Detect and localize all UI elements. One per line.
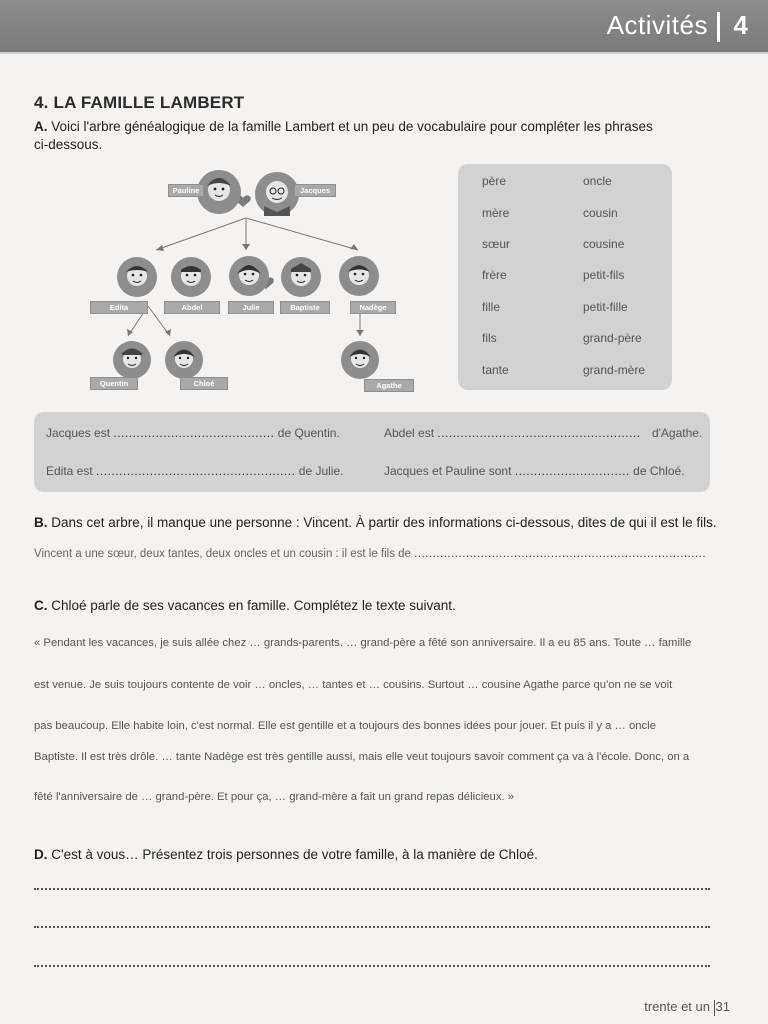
paragraph-line: pas beaucoup. Elle habite loin, c'est normal. Elle est gentille et a toujours des bonnes idées pour jouer. Et puis il y a … oncle: [34, 720, 656, 732]
tree-label-chloe: Chloé: [180, 377, 228, 390]
tree-label-agathe: Agathe: [364, 379, 414, 392]
instruction-b-text: Dans cet arbre, il manque une personne : Vincent. À partir des informations ci-dessous, dites de qui il est le fils.: [51, 515, 717, 530]
tree-label-jacques: Jacques: [294, 184, 336, 197]
instruction-b: [34, 514, 724, 532]
tree-label-julie: Julie: [228, 301, 274, 314]
page-number: 31: [715, 999, 730, 1014]
tree-label-nadege: Nadège: [350, 301, 396, 314]
sentence-2-start: Abdel est: [384, 426, 435, 440]
vocab-word: frère: [482, 268, 507, 282]
exercise-title: 4. LA FAMILLE LAMBERT: [34, 93, 245, 112]
sentence-4-end: de Chloé.: [633, 464, 685, 478]
tree-label-baptiste: Baptiste: [280, 301, 330, 314]
vocab-word: fils: [482, 331, 497, 345]
writing-line[interactable]: [34, 926, 710, 928]
instruction-d: [34, 846, 724, 864]
chapter-number: 4: [733, 10, 748, 40]
vocab-word: tante: [482, 363, 509, 377]
sentence-1-end: de Quentin.: [277, 426, 340, 440]
vocabulary-box: [458, 164, 672, 390]
blank-4[interactable]: ..............................: [514, 464, 630, 478]
paragraph-line: est venue. Je suis toujours contente de voir … oncles, … tantes et … cousins. Surtout … cousine Agathe parce qu'on ne se voit: [34, 679, 673, 691]
vocab-word: grand-père: [583, 331, 642, 345]
label-d: D.: [34, 847, 48, 862]
sentence-3-start: Edita est: [46, 464, 93, 478]
label-b: B.: [34, 515, 48, 530]
vocab-word: père: [482, 174, 507, 188]
agathe-portrait: [340, 338, 380, 382]
abdel-portrait: [170, 254, 212, 300]
blank-3[interactable]: ....................................................: [96, 464, 296, 478]
instruction-a: [34, 118, 724, 154]
vocab-word: cousin: [583, 206, 618, 220]
vocab-word: grand-mère: [583, 363, 646, 377]
family-tree: [88, 158, 428, 394]
vocab-word: cousine: [583, 237, 625, 251]
tree-label-quentin: Quentin: [90, 377, 138, 390]
blank-b[interactable]: ...............................................................................: [414, 548, 707, 560]
sentence-2: [384, 426, 702, 440]
sentence-1: [46, 426, 340, 440]
answer-line-b: [34, 548, 706, 560]
instruction-c-text: Chloé parle de ses vacances en famille. Complétez le texte suivant.: [51, 598, 456, 613]
sentence-2-end: d'Agathe.: [651, 426, 703, 440]
sentence-3: [46, 464, 343, 478]
chloe-portrait: [164, 338, 204, 382]
paragraph-line: Baptiste. Il est très drôle. … tante Nadège est très gentille aussi, mais elle veut toujours savoir comment ça va à l'école. Donc, on a: [34, 751, 690, 763]
sentence-4-start: Jacques et Pauline sont: [384, 464, 512, 478]
writing-line[interactable]: [34, 888, 710, 890]
sentence-box: [34, 412, 710, 492]
vocab-word: oncle: [583, 174, 612, 188]
quentin-portrait: [112, 338, 152, 382]
baptiste-portrait: [280, 254, 322, 300]
nadege-portrait: [338, 252, 380, 300]
writing-line[interactable]: [34, 965, 710, 967]
vocab-word: sœur: [482, 237, 510, 251]
banner-divider: [717, 12, 720, 42]
answer-b-prompt: Vincent a une sœur, deux tantes, deux oncles et un cousin : il est le fils de: [34, 548, 411, 560]
sentence-1-start: Jacques est: [46, 426, 111, 440]
section-title: Activités: [606, 10, 708, 40]
blank-2[interactable]: .....................................................: [437, 426, 641, 440]
sentence-4: [384, 464, 685, 478]
instruction-c: [34, 597, 724, 615]
sentence-3-end: de Julie.: [298, 464, 344, 478]
section-banner: [0, 0, 768, 54]
tree-label-abdel: Abdel: [164, 301, 220, 314]
julie-portrait: [228, 252, 270, 300]
label-a: A.: [34, 119, 48, 134]
vocab-word: petit-fils: [583, 268, 625, 282]
instruction-a-text: Voici l'arbre généalogique de la famille Lambert et un peu de vocabulaire pour compléter les phrases: [51, 119, 653, 134]
label-c: C.: [34, 598, 48, 613]
paragraph-line: fêté l'anniversaire de … grand-père. Et pour ça, … grand-mère a fait un grand repas délicieux. »: [34, 791, 515, 803]
edita-portrait: [116, 254, 158, 300]
vocab-word: petit-fille: [583, 300, 628, 314]
instruction-a-text-2: ci-dessous.: [34, 137, 103, 152]
tree-label-edita: Edita: [90, 301, 148, 314]
blank-1[interactable]: ..........................................: [113, 426, 275, 440]
page-footer-words: trente et un: [644, 999, 710, 1014]
instruction-d-text: C'est à vous… Présentez trois personnes de votre famille, à la manière de Chloé.: [51, 847, 538, 862]
vocab-word: fille: [482, 300, 501, 314]
tree-label-pauline: Pauline: [168, 184, 204, 197]
paragraph-line: « Pendant les vacances, je suis allée chez … grands-parents. … grand-père a fêté son anniversaire. Il a eu 85 ans. Toute … famille: [34, 637, 692, 649]
vocab-word: mère: [482, 206, 510, 220]
